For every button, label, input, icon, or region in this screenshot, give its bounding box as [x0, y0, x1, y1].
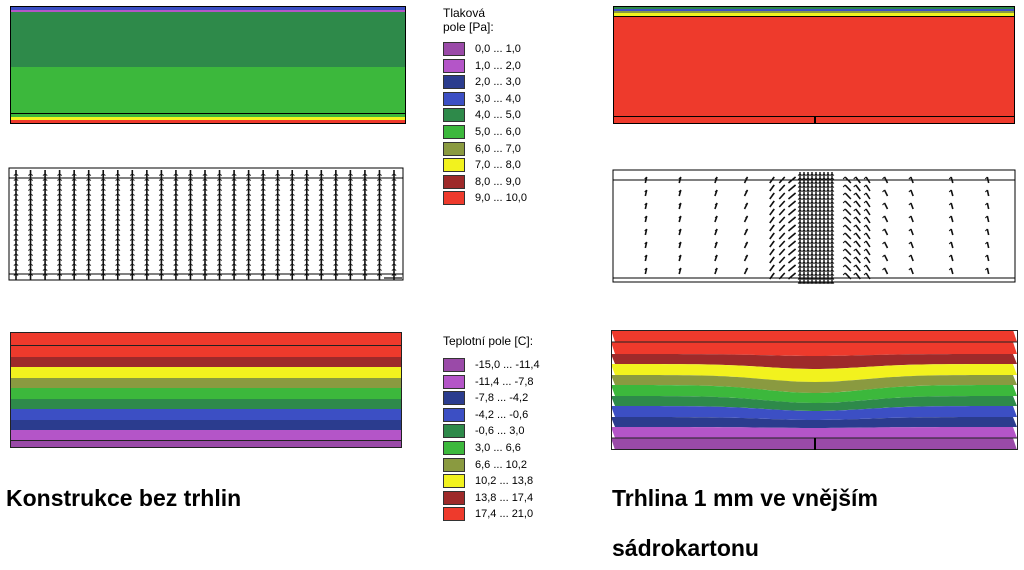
- pressure-field-crack: [613, 6, 1015, 124]
- legend-item: [443, 108, 563, 124]
- legend-label: -11,4 ... -7,8: [475, 375, 534, 388]
- legend-item: [443, 391, 583, 407]
- legend-swatch: [443, 491, 465, 505]
- crack-marker: [814, 116, 816, 124]
- legend-label: -0,6 ... 3,0: [475, 425, 525, 438]
- legend-item: [443, 142, 563, 158]
- pressure-legend: [443, 42, 563, 212]
- legend-item: [443, 191, 563, 207]
- flow-vectors-crack: [612, 166, 1016, 290]
- legend-swatch: [443, 408, 465, 422]
- legend-item: [443, 408, 583, 424]
- caption-crack-line1: Trhlina 1 mm ve vnějším: [612, 485, 878, 511]
- legend-label: -7,8 ... -4,2: [475, 392, 529, 405]
- legend-swatch: [443, 474, 465, 488]
- caption-no-crack: Konstrukce bez trhlin: [6, 485, 242, 511]
- legend-label: 3,0 ... 4,0: [475, 92, 521, 105]
- legend-item: [443, 92, 563, 108]
- legend-item: [443, 424, 583, 440]
- legend-label: 6,6 ... 10,2: [475, 458, 527, 471]
- legend-swatch: [443, 375, 465, 389]
- legend-label: 13,8 ... 17,4: [475, 491, 534, 504]
- legend-label: 5,0 ... 6,0: [475, 126, 521, 138]
- legend-swatch: [443, 125, 465, 139]
- caption-crack-line2: sádrokartonu: [612, 535, 759, 561]
- legend-item: [443, 507, 583, 523]
- legend-label: 17,4 ... 21,0: [475, 508, 534, 521]
- legend-item: [443, 59, 563, 75]
- legend-item: [443, 375, 583, 391]
- legend-item: [443, 158, 563, 174]
- temperature-legend-title: Teplotní pole [C]:: [443, 334, 534, 348]
- legend-swatch: [443, 75, 465, 89]
- legend-swatch: [443, 142, 465, 156]
- legend-label: 8,0 ... 9,0: [475, 175, 521, 188]
- legend-swatch: [443, 59, 465, 73]
- legend-item: [443, 358, 583, 374]
- legend-swatch: [443, 92, 465, 106]
- legend-label: 10,2 ... 13,8: [475, 475, 534, 488]
- legend-swatch: [443, 158, 465, 172]
- legend-swatch: [443, 424, 465, 438]
- legend-swatch: [443, 441, 465, 455]
- pressure-legend-title: Tlaková pole [Pa]:: [443, 6, 494, 34]
- legend-item: [443, 125, 563, 141]
- legend-item: [443, 75, 563, 91]
- legend-label: 0,0 ... 1,0: [475, 43, 521, 55]
- temperature-field-no-crack: [10, 332, 402, 448]
- legend-swatch: [443, 391, 465, 405]
- legend-swatch: [443, 191, 465, 205]
- temperature-legend: [443, 358, 583, 528]
- legend-swatch: [443, 42, 465, 56]
- legend-swatch: [443, 358, 465, 372]
- legend-item: [443, 458, 583, 474]
- legend-label: 2,0 ... 3,0: [475, 76, 521, 89]
- legend-swatch: [443, 175, 465, 189]
- legend-label: 3,0 ... 6,6: [475, 442, 521, 454]
- legend-label: 7,0 ... 8,0: [475, 159, 521, 172]
- legend-item: [443, 175, 563, 191]
- legend-swatch: [443, 458, 465, 472]
- legend-item: [443, 441, 583, 457]
- flow-vectors-no-crack: [8, 166, 404, 284]
- legend-label: -15,0 ... -11,4: [475, 359, 540, 371]
- legend-label: 4,0 ... 5,0: [475, 109, 521, 122]
- legend-label: 1,0 ... 2,0: [475, 59, 521, 72]
- legend-label: -4,2 ... -0,6: [475, 408, 529, 421]
- legend-label: 6,0 ... 7,0: [475, 142, 521, 155]
- temperature-field-crack: [611, 330, 1019, 452]
- legend-swatch: [443, 108, 465, 122]
- legend-label: 9,0 ... 10,0: [475, 192, 527, 205]
- legend-swatch: [443, 507, 465, 521]
- legend-item: [443, 474, 583, 490]
- legend-item: [443, 491, 583, 507]
- legend-item: [443, 42, 563, 58]
- pressure-field-no-crack: [10, 6, 406, 124]
